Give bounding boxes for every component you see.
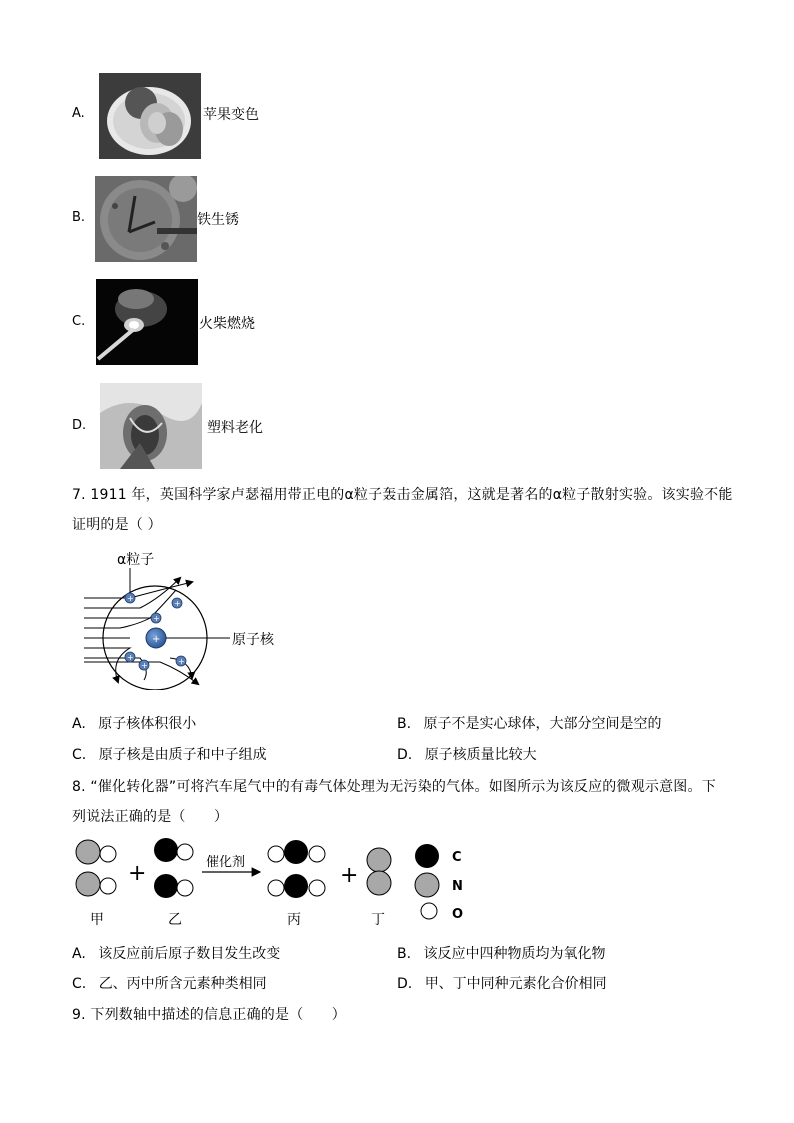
svg-text:+: + [152,634,161,645]
option-caption: 塑料老化 [207,420,263,436]
legend-n: N [452,879,463,894]
choice-text: 该反应前后原子数目发生改变 [98,946,281,962]
q7-stem-line1: 7. 1911 年，英国科学家卢瑟福用带正电的α粒子轰击金属箔，这就是著名的α粒子散射实验。该实验不能 [72,487,733,503]
svg-text:+: + [141,661,148,670]
option-caption: 苹果变色 [203,107,259,123]
choice-letter: C. [72,747,87,763]
choice-text: 原子核是由质子和中子组成 [98,747,267,763]
alpha-scattering-diagram [80,550,300,690]
choice-letter: B. [397,716,412,732]
option-letter: A. [72,106,85,121]
choice-text: 原子核体积很小 [98,716,197,732]
choice-c[interactable] [72,744,267,764]
label-yi: 乙 [168,912,182,928]
q8-stem-line1: 8. “催化转化器”可将汽车尾气中的有毒气体处理为无污染的气体。如图所示为该反应的微观示意图。下 [72,779,716,795]
molecule-yi [154,838,193,898]
q7-stem-line2: 证明的是（ ） [72,517,162,533]
choice-text: 甲、丁中同种元素化合价相同 [424,976,607,992]
svg-text:+: + [127,653,134,662]
svg-text:+: + [153,614,160,623]
choice-letter: A. [72,946,86,962]
nucleus-label: 原子核 [232,632,274,648]
svg-text:+: + [174,599,181,608]
choice-a[interactable] [72,713,196,733]
option-letter: C. [72,314,86,329]
plus-sign: + [340,863,359,888]
svg-text:+: + [127,594,134,603]
q8-stem-line2: 列说法正确的是（ ） [72,809,229,825]
choice-letter: C. [72,976,87,992]
choice-text: 原子核质量比较大 [424,747,537,763]
choice-letter: D. [397,747,413,763]
svg-text:+: + [178,657,185,666]
choice-b[interactable] [397,943,606,963]
choice-d[interactable] [397,744,537,764]
choice-text: 该反应中四种物质均为氧化物 [423,946,606,962]
q9-stem: 9. 下列数轴中描述的信息正确的是（ ） [72,1007,347,1023]
burning-match-photo [96,279,198,365]
option-caption: 铁生锈 [197,212,239,228]
legend-c: C [452,850,462,865]
plus-sign: + [128,861,147,886]
alpha-particle-label: α粒子 [117,552,155,568]
option-letter: D. [72,418,87,433]
molecule-bing [268,840,325,898]
choice-a[interactable] [72,943,280,963]
choice-c[interactable] [72,973,267,993]
option-letter: B. [72,210,86,225]
legend-o: O [452,907,464,922]
rusty-iron-photo [95,176,197,262]
label-jia: 甲 [90,912,104,928]
choice-text: 原子不是实心球体，大部分空间是空的 [423,716,662,732]
apple-photo [99,73,201,159]
choice-letter: B. [397,946,412,962]
molecule-jia [76,840,116,896]
choice-letter: D. [397,976,413,992]
option-caption: 火柴燃烧 [199,316,255,332]
choice-letter: A. [72,716,86,732]
choice-text: 乙、丙中所含元素种类相同 [98,976,267,992]
choice-b[interactable] [397,713,662,733]
label-ding: 丁 [371,912,385,928]
molecule-ding [367,848,391,895]
choice-d[interactable] [397,973,607,993]
label-bing: 丙 [287,912,301,928]
atom-legend [415,844,463,922]
aged-plastic-photo [100,383,202,469]
catalyst-label: 催化剂 [206,855,246,870]
reaction-diagram [68,832,488,932]
